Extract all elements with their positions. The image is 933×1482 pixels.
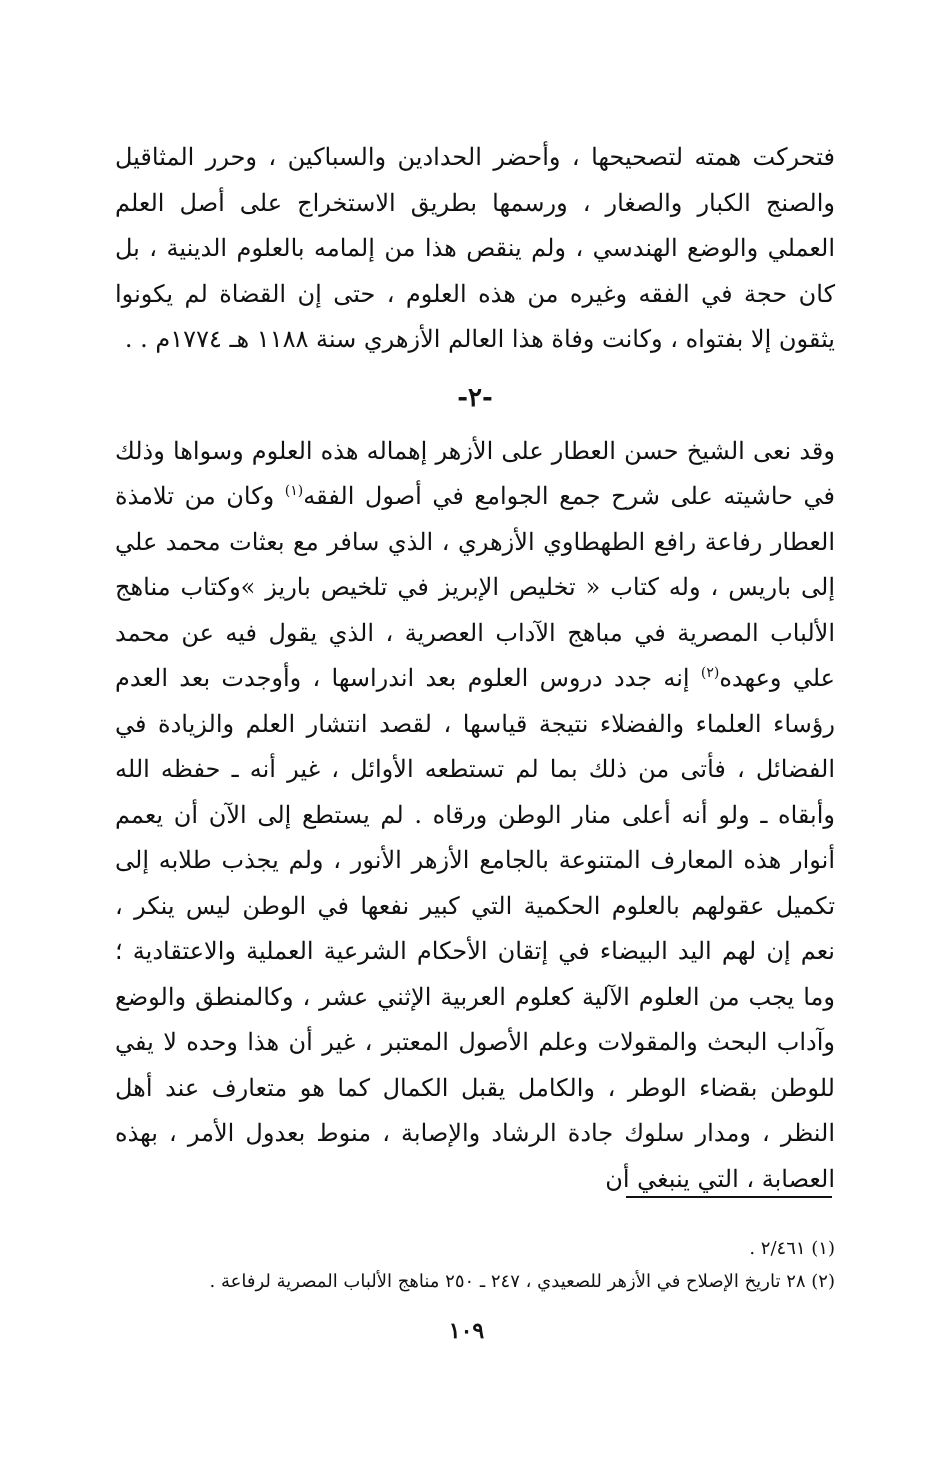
main-paragraph-text-2: وكان من تلامذة العطار رفاعة رافع الطهطاوي الأزهري ، الذي سافر مع بعثات محمد علي إلى باريس ، وله كتاب « تخليص الإبريز في تلخيص باريز »وكتاب مناهج الألباب المصرية في مباهج الآداب العصرية ، الذي يقول فيه عن محمد علي وعهده	[115, 482, 835, 692]
top-paragraph: فتحركت همته لتصحيحها ، وأحضر الحدادين والسباكين ، وحرر المثاقيل والصنج الكبار والصغار ، ورسمها بطريق الاستخراج على أصل العلم العملي والوضع الهندسي ، ولم ينقص هذا من إلمامه بالعلوم الدينية ، بل كان حجة في الفقه وغيره من هذه العلوم ، حتى إن القضاة لم يكونوا يثقون إلا بفتواه ، وكانت وفاة هذا العالم الأزهري سنة ١١٨٨ هـ ١٧٧٤م . .	[115, 143, 835, 353]
footnote-ref-2: (٢)	[700, 665, 720, 681]
main-paragraph	[115, 429, 835, 1203]
footnote-ref-1: (١)	[284, 483, 304, 499]
footnote-separator	[626, 1196, 832, 1198]
page-number: ١٠٩	[448, 1318, 485, 1344]
footnotes	[115, 1232, 835, 1298]
main-paragraph-text-3: إنه جدد دروس العلوم بعد اندراسها ، وأوجدت بعد العدم رؤساء العلماء والفضلاء نتيجة قياسها ، لقصد انتشار العلم والزيادة في الفضائل ، فأتى من ذلك بما لم تستطعه الأوائل ، غير أنه ـ حفظه الله وأبقاه ـ ولو أنه أعلى منار الوطن ورقاه . لم يستطع إلى الآن أن يعمم أنوار هذه المعارف المتنوعة بالجامع الأزهر الأنور ، ولم يجذب طلابه إلى تكميل عقولهم بالعلوم الحكمية التي كبير نفعها في الوطن ليس ينكر ، نعم إن لهم اليد البيضاء في إتقان الأحكام الشرعية العملية والاعتقادية ؛ وما يجب من العلوم الآلية كعلوم العربية الإثني عشر ، وكالمنطق والوضع وآداب البحث والمقولات وعلم الأصول المعتبر ، غير أن هذا وحده لا يفي للوطن بقضاء الوطر ، والكامل يقبل الكمال كما هو متعارف عند أهل النظر ، ومدار سلوك جادة الرشاد والإصابة ، منوط بعدول الأمر ، بهذه العصابة ، التي ينبغي أن	[115, 664, 835, 1193]
footnote-1: (١) ٢/٤٦١ .	[749, 1238, 835, 1259]
page-body	[115, 135, 835, 1202]
section-number: -٢-	[457, 382, 493, 413]
footnote-2: (٢) ٢٨ تاريخ الإصلاح في الأزهر للصعيدي ، ٢٤٧ ـ ٢٥٠ مناهج الألباب المصرية لرفاعة .	[209, 1271, 835, 1292]
main-paragraph-text-1: وقد نعى الشيخ حسن العطار على الأزهر إهماله هذه العلوم وسواها وذلك في حاشيته على شرح جمع الجوامع في أصول الفقه	[115, 436, 835, 510]
